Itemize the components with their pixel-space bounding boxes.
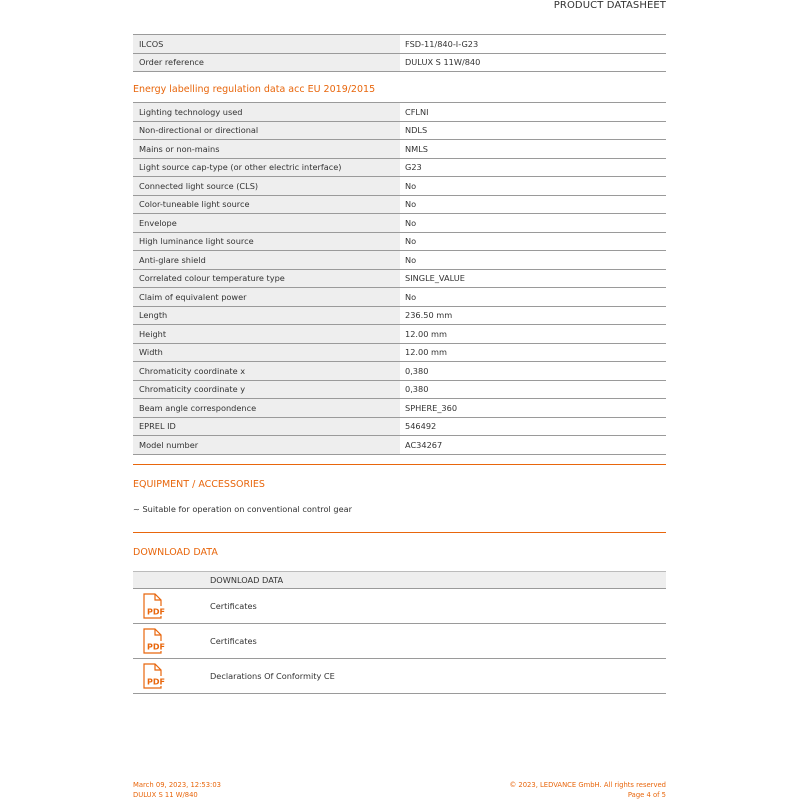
row-key: Chromaticity coordinate x <box>133 362 400 380</box>
row-key: Correlated colour temperature type <box>133 270 400 288</box>
table-row <box>133 177 666 196</box>
table-row <box>133 399 666 418</box>
row-key: High luminance light source <box>133 233 400 251</box>
row-value: FSD-11/840-I-G23 <box>405 38 479 49</box>
row-value: No <box>405 217 417 228</box>
row-value: SPHERE_360 <box>405 402 458 413</box>
row-value: No <box>405 254 417 265</box>
row-key: Order reference <box>133 54 400 72</box>
table-row <box>133 436 666 455</box>
pdf-icon-label: PDF <box>147 607 165 617</box>
table-row <box>133 196 666 215</box>
row-key: Height <box>133 325 400 343</box>
row-key: Mains or non-mains <box>133 140 400 158</box>
footer-page-number: Page 4 of 5 <box>627 791 666 799</box>
pdf-icon[interactable] <box>133 593 210 619</box>
row-value: G23 <box>405 162 422 173</box>
row-value: 12.00 mm <box>405 328 447 339</box>
row-value: 0,380 <box>405 365 429 376</box>
row-value: 236.50 mm <box>405 310 453 321</box>
row-key: Beam angle correspondence <box>133 399 400 417</box>
row-key: Width <box>133 344 400 362</box>
download-table <box>133 571 666 694</box>
row-key: Anti-glare shield <box>133 251 400 269</box>
table-row <box>133 54 666 73</box>
row-value: No <box>405 180 417 191</box>
pdf-icon[interactable] <box>133 628 210 654</box>
row-key: ILCOS <box>133 35 400 53</box>
row-key: Connected light source (CLS) <box>133 177 400 195</box>
footer-date: March 09, 2023, 12:53:03 <box>133 781 221 789</box>
table-row <box>133 325 666 344</box>
row-key: Length <box>133 307 400 325</box>
table-row <box>133 35 666 54</box>
row-key: Claim of equivalent power <box>133 288 400 306</box>
row-value: No <box>405 291 417 302</box>
download-row[interactable] <box>133 659 666 694</box>
equipment-bullet: ~ Suitable for operation on conventional control gear <box>133 504 352 514</box>
row-value: No <box>405 236 417 247</box>
table-row <box>133 122 666 141</box>
pdf-icon-label: PDF <box>147 677 165 687</box>
pdf-icon-label: PDF <box>147 642 165 652</box>
section-divider <box>133 464 666 465</box>
download-section-heading: DOWNLOAD DATA <box>133 547 218 558</box>
section-divider <box>133 532 666 533</box>
download-link[interactable]: Certificates <box>210 636 257 646</box>
page-header-title: PRODUCT DATASHEET <box>553 0 666 11</box>
download-row[interactable] <box>133 624 666 659</box>
row-value: No <box>405 199 417 210</box>
table-row <box>133 344 666 363</box>
row-value: CFLNI <box>405 106 429 117</box>
table-row <box>133 307 666 326</box>
energy-table <box>133 102 666 455</box>
row-value: NMLS <box>405 143 428 154</box>
row-key: Chromaticity coordinate y <box>133 381 400 399</box>
download-row[interactable] <box>133 589 666 624</box>
row-value: SINGLE_VALUE <box>405 273 465 284</box>
footer-left <box>133 780 221 800</box>
table-row <box>133 270 666 289</box>
download-column-header: DOWNLOAD DATA <box>133 571 666 589</box>
table-row <box>133 381 666 400</box>
row-key: Model number <box>133 436 400 454</box>
row-value: 12.00 mm <box>405 347 447 358</box>
table-row <box>133 214 666 233</box>
row-value: NDLS <box>405 125 428 136</box>
row-key: Envelope <box>133 214 400 232</box>
footer-right <box>509 780 666 800</box>
row-key: Lighting technology used <box>133 103 400 121</box>
table-row <box>133 159 666 178</box>
row-key: Non-directional or directional <box>133 122 400 140</box>
table-row <box>133 251 666 270</box>
table-row <box>133 362 666 381</box>
row-key: Light source cap-type (or other electric interface) <box>133 159 400 177</box>
energy-section-heading: Energy labelling regulation data acc EU 2019/2015 <box>133 84 376 95</box>
footer-copyright: © 2023, LEDVANCE GmbH. All rights reserved <box>509 781 666 789</box>
table-row <box>133 140 666 159</box>
row-value: AC34267 <box>405 439 443 450</box>
row-key: Color-tuneable light source <box>133 196 400 214</box>
row-value: 0,380 <box>405 384 429 395</box>
row-value: 546492 <box>405 421 437 432</box>
pdf-icon[interactable] <box>133 663 210 689</box>
download-link[interactable]: Declarations Of Conformity CE <box>210 671 335 681</box>
top-info-table <box>133 34 666 72</box>
table-row <box>133 418 666 437</box>
table-row <box>133 103 666 122</box>
row-key: EPREL ID <box>133 418 400 436</box>
table-row <box>133 233 666 252</box>
footer-product: DULUX S 11 W/840 <box>133 791 198 799</box>
table-row <box>133 288 666 307</box>
equipment-section-heading: EQUIPMENT / ACCESSORIES <box>133 479 265 490</box>
row-value: DULUX S 11W/840 <box>405 57 481 68</box>
download-link[interactable]: Certificates <box>210 601 257 611</box>
